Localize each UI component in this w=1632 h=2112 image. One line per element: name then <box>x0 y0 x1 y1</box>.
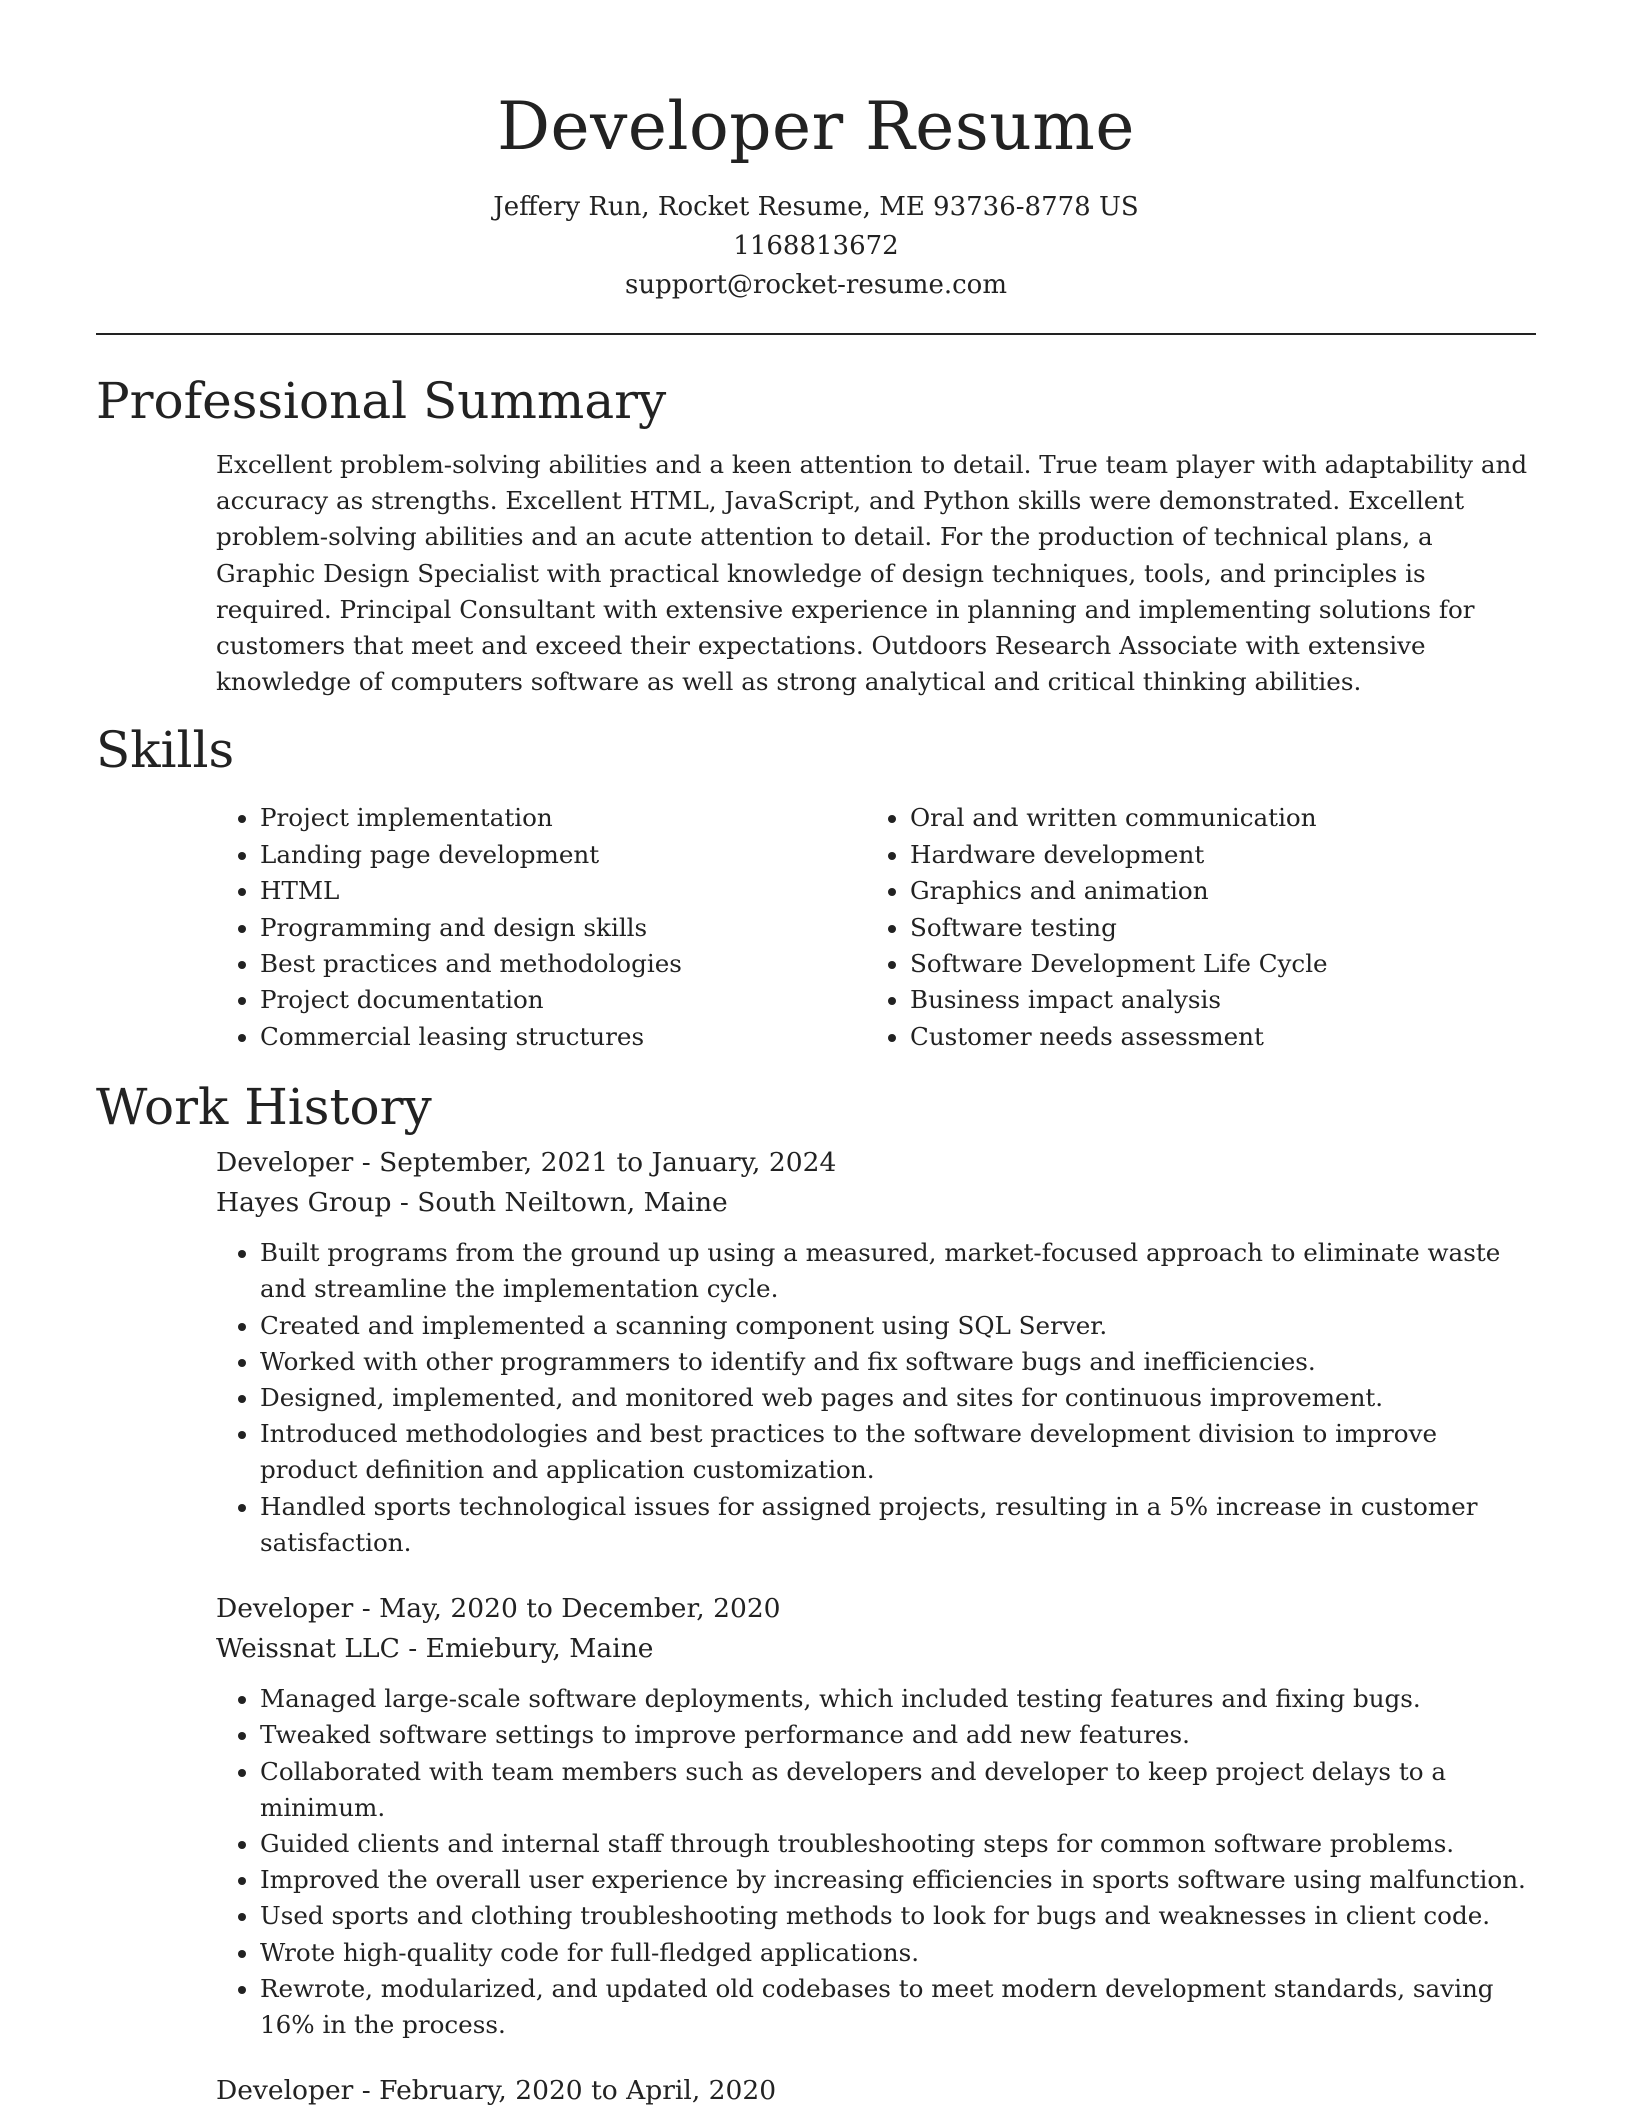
job-title: Developer <box>216 2075 354 2107</box>
contact-info <box>96 188 1536 305</box>
skills-heading: Skills <box>96 721 235 780</box>
resume-title: Developer Resume <box>497 88 1135 165</box>
job-company-line: Hayes Group - South Neiltown, Maine <box>216 1187 728 1219</box>
job-entry <box>216 1143 1536 1561</box>
skills-column-left <box>216 800 865 1055</box>
job-duty: • Guided clients and internal staff through troubleshooting steps for common software problems. <box>260 1826 1536 1862</box>
job-duty: • Tweaked software settings to improve performance and add new features. <box>260 1717 1536 1753</box>
skill-item: • Business impact analysis <box>910 982 1515 1018</box>
job-duty: • Rewrote, modularized, and updated old codebases to meet modern development standards, saving 16% in the process. <box>260 1971 1536 2043</box>
job-dates: May, 2020 to December, 2020 <box>379 1593 781 1625</box>
job-duty: • Improved the overall user experience by increasing efficiencies in sports software using malfunction. <box>260 1862 1536 1898</box>
job-duty: • Used sports and clothing troubleshooting methods to look for bugs and weaknesses in client code. <box>260 1898 1536 1934</box>
job-title-line: Developer - February, 2020 to April, 2020 <box>216 2075 777 2107</box>
job-duty: • Introduced methodologies and best practices to the software development division to improve product definition and application customization. <box>260 1416 1536 1488</box>
job-title-line: Developer - September, 2021 to January, 2024 <box>216 1147 837 1179</box>
job-dates: September, 2021 to January, 2024 <box>379 1147 837 1179</box>
job-duty: • Collaborated with team members such as developers and developer to keep project delays to a minimum. <box>260 1754 1536 1826</box>
job-duties <box>216 1235 1536 1561</box>
job-duty: • Managed large-scale software deployments, which included testing features and fixing bugs. <box>260 1681 1536 1717</box>
contact-phone: 1168813672 <box>733 231 899 261</box>
skill-item: • Best practices and methodologies <box>260 946 865 982</box>
summary-text: Excellent problem-solving abilities and a keen attention to detail. True team player with adaptability and accuracy as strengths. Excellent HTML, JavaScript, and Python skills were demonstrated. Excellent problem-solving abilities and an acute attention to detail. For the production of technical plans, a Graphic Design Specialist with practical knowledge of design techniques, tools, and principles is required. Principal Consultant with extensive experience in planning and implementing solutions for customers that meet and exceed their expectations. Outdoors Research Associate with extensive knowledge of computers software as well as strong analytical and critical thinking abilities. <box>216 450 1528 697</box>
job-location: South Neiltown, Maine <box>417 1187 728 1219</box>
job-dates: February, 2020 to April, 2020 <box>379 2075 777 2107</box>
job-company-line: Weissnat LLC - Emiebury, Maine <box>216 1633 654 1665</box>
job-title-line: Developer - May, 2020 to December, 2020 <box>216 1593 781 1625</box>
skill-item: • Customer needs assessment <box>910 1019 1515 1055</box>
job-duty: • Wrote high-quality code for full-fledged applications. <box>260 1935 1536 1971</box>
job-duty: • Worked with other programmers to identify and fix software bugs and inefficiencies. <box>260 1344 1536 1380</box>
skill-item: • Hardware development <box>910 837 1515 873</box>
job-title: Developer <box>216 1147 354 1179</box>
contact-address: Jeffery Run, Rocket Resume, ME 93736-8778 US <box>493 192 1139 222</box>
skill-item: • Software Development Life Cycle <box>910 946 1515 982</box>
skill-item: • HTML <box>260 873 865 909</box>
job-duty: • Designed, implemented, and monitored web pages and sites for continuous improvement. <box>260 1380 1536 1416</box>
skill-item: • Oral and written communication <box>910 800 1515 836</box>
skill-item: • Project documentation <box>260 982 865 1018</box>
resume-page <box>96 0 1536 2111</box>
summary-heading: Professional Summary <box>96 372 667 430</box>
job-duty: • Built programs from the ground up using a measured, market-focused approach to eliminate waste and streamline the implementation cycle. <box>260 1235 1536 1307</box>
job-location: Emiebury, Maine <box>425 1633 654 1665</box>
resume-header <box>96 0 1536 305</box>
skill-item: • Graphics and animation <box>910 873 1515 909</box>
job-duties <box>216 1681 1536 2043</box>
skill-item: • Software testing <box>910 910 1515 946</box>
job-duty: • Handled sports technological issues for assigned projects, resulting in a 5% increase in customer satisfaction. <box>260 1489 1536 1561</box>
skill-item: • Commercial leasing structures <box>260 1019 865 1055</box>
job-title: Developer <box>216 1593 354 1625</box>
job-duty: • Created and implemented a scanning component using SQL Server. <box>260 1308 1536 1344</box>
job-entry <box>216 2071 1536 2111</box>
skills-column-right <box>865 800 1515 1055</box>
header-divider <box>96 333 1536 335</box>
job-entry <box>216 1589 1536 2043</box>
work-history-heading: Work History <box>96 1078 432 1137</box>
contact-email: support@rocket-resume.com <box>624 270 1007 300</box>
skill-item: • Landing page development <box>260 837 865 873</box>
skill-item: • Programming and design skills <box>260 910 865 946</box>
skill-item: • Project implementation <box>260 800 865 836</box>
job-company: Weissnat LLC <box>216 1633 400 1665</box>
job-company: Hayes Group <box>216 1187 392 1219</box>
skills-list <box>216 800 1536 1055</box>
